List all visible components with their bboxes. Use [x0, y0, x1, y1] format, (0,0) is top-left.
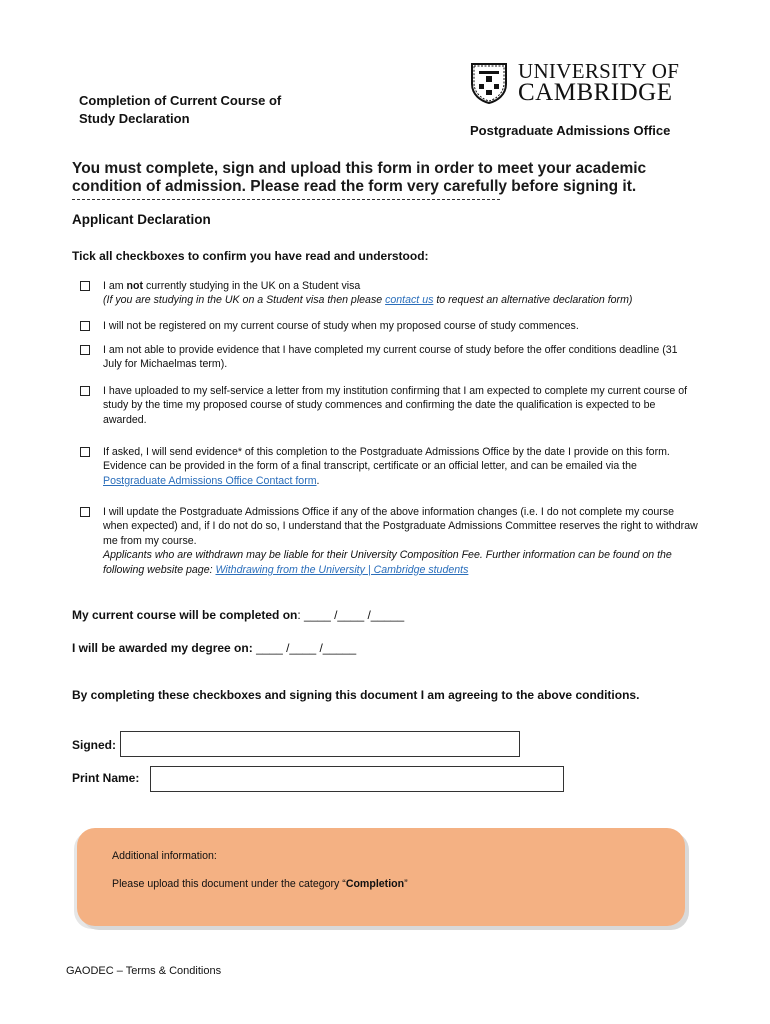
agreement-text: By completing these checkboxes and signing this document I am agreeing to the above conditions. [72, 688, 640, 702]
item5-text: If asked, I will send evidence* of this completion to the Postgraduate Admissions Office by the date I provide on this form. Evidence can be provided in the form of a final transcript, certificate or an official letter, and can be emailed via the [103, 446, 670, 473]
completion-date-label: My current course will be completed on [72, 608, 298, 622]
withdrawing-link[interactable]: Withdrawing from the University | Cambridge students [215, 563, 469, 576]
checkbox-3[interactable] [80, 345, 90, 355]
item1-text-pre: I am [103, 280, 127, 292]
item1-text-post: currently studying in the UK on a Student visa [143, 280, 361, 292]
university-crest-icon [470, 62, 508, 104]
info-text-post: ” [404, 878, 408, 890]
signature-input[interactable] [120, 731, 520, 757]
item1-note-pre: (If you are studying in the UK on a Student visa then please [103, 294, 386, 307]
item3-text: I am not able to provide evidence that I have completed my current course of study before the offer conditions deadline (31 July for Michaelmas term). [103, 344, 678, 371]
checkbox-4[interactable] [80, 386, 90, 396]
item1-text-bold: not [126, 280, 144, 292]
additional-info-box [77, 828, 685, 926]
item1-note-post: to request an alternative declaration form) [433, 294, 633, 307]
signed-label: Signed: [72, 738, 116, 752]
additional-info-title: Additional information: [112, 850, 217, 862]
checkbox-2[interactable] [80, 321, 90, 331]
document-title-line1: Completion of Current Course of [79, 93, 282, 108]
instruction-text: Tick all checkboxes to confirm you have read and understood: [72, 249, 429, 263]
print-name-label: Print Name: [72, 771, 140, 785]
award-date-label: I will be awarded my degree on: [72, 641, 257, 655]
item4-text: I have uploaded to my self-service a letter from my institution confirming that I am expected to complete my current course of study by the time my proposed course of study commences and confirming the date the qualification is expected to be awarded. [103, 385, 688, 426]
checkbox-1[interactable] [80, 281, 90, 291]
office-name: Postgraduate Admissions Office [470, 123, 671, 138]
item6-note: Applicants who are withdrawn may be liable for their University Composition Fee. Further information can be found on the following website page: [103, 549, 672, 576]
contact-form-link[interactable]: Postgraduate Admissions Office Contact form [103, 474, 317, 487]
completion-date-value: : ____ /____ /_____ [297, 608, 405, 622]
additional-info-text [112, 878, 408, 890]
item6-text: I will update the Postgraduate Admissions Office if any of the above information changes (i.e. I do not complete my course when expected) and, if I do not do so, I understand that the Postgraduate Admissions Committee reserves the right to withdraw me from my course. [103, 506, 698, 547]
university-logo [470, 59, 690, 106]
contact-us-link[interactable]: contact us [385, 294, 434, 307]
document-title [79, 92, 281, 128]
info-text-bold: Completion [345, 878, 405, 890]
document-title-line2: Study Declaration [79, 111, 190, 126]
checkbox-6[interactable] [80, 507, 90, 517]
award-date-field[interactable] [72, 641, 356, 655]
completion-date-field[interactable] [72, 608, 404, 622]
section-title: Applicant Declaration [72, 212, 211, 227]
item5-text-post: . [316, 474, 320, 487]
item2-text: I will not be registered on my current course of study when my proposed course of study commences. [103, 320, 579, 332]
print-name-input[interactable] [150, 766, 564, 792]
info-text-pre: Please upload this document under the category “ [112, 878, 346, 890]
footer-text: GAODEC – Terms & Conditions [66, 965, 222, 977]
dashed-divider [72, 199, 500, 200]
university-name-line1: UNIVERSITY OF [518, 59, 680, 83]
checkbox-5[interactable] [80, 447, 90, 457]
form-headline: You must complete, sign and upload this form in order to meet your academic condition of admission. Please read the form very carefully before signing it. [72, 160, 647, 195]
university-name-line2: CAMBRIDGE [518, 79, 673, 106]
award-date-value: ____ /____ /_____ [256, 641, 357, 655]
